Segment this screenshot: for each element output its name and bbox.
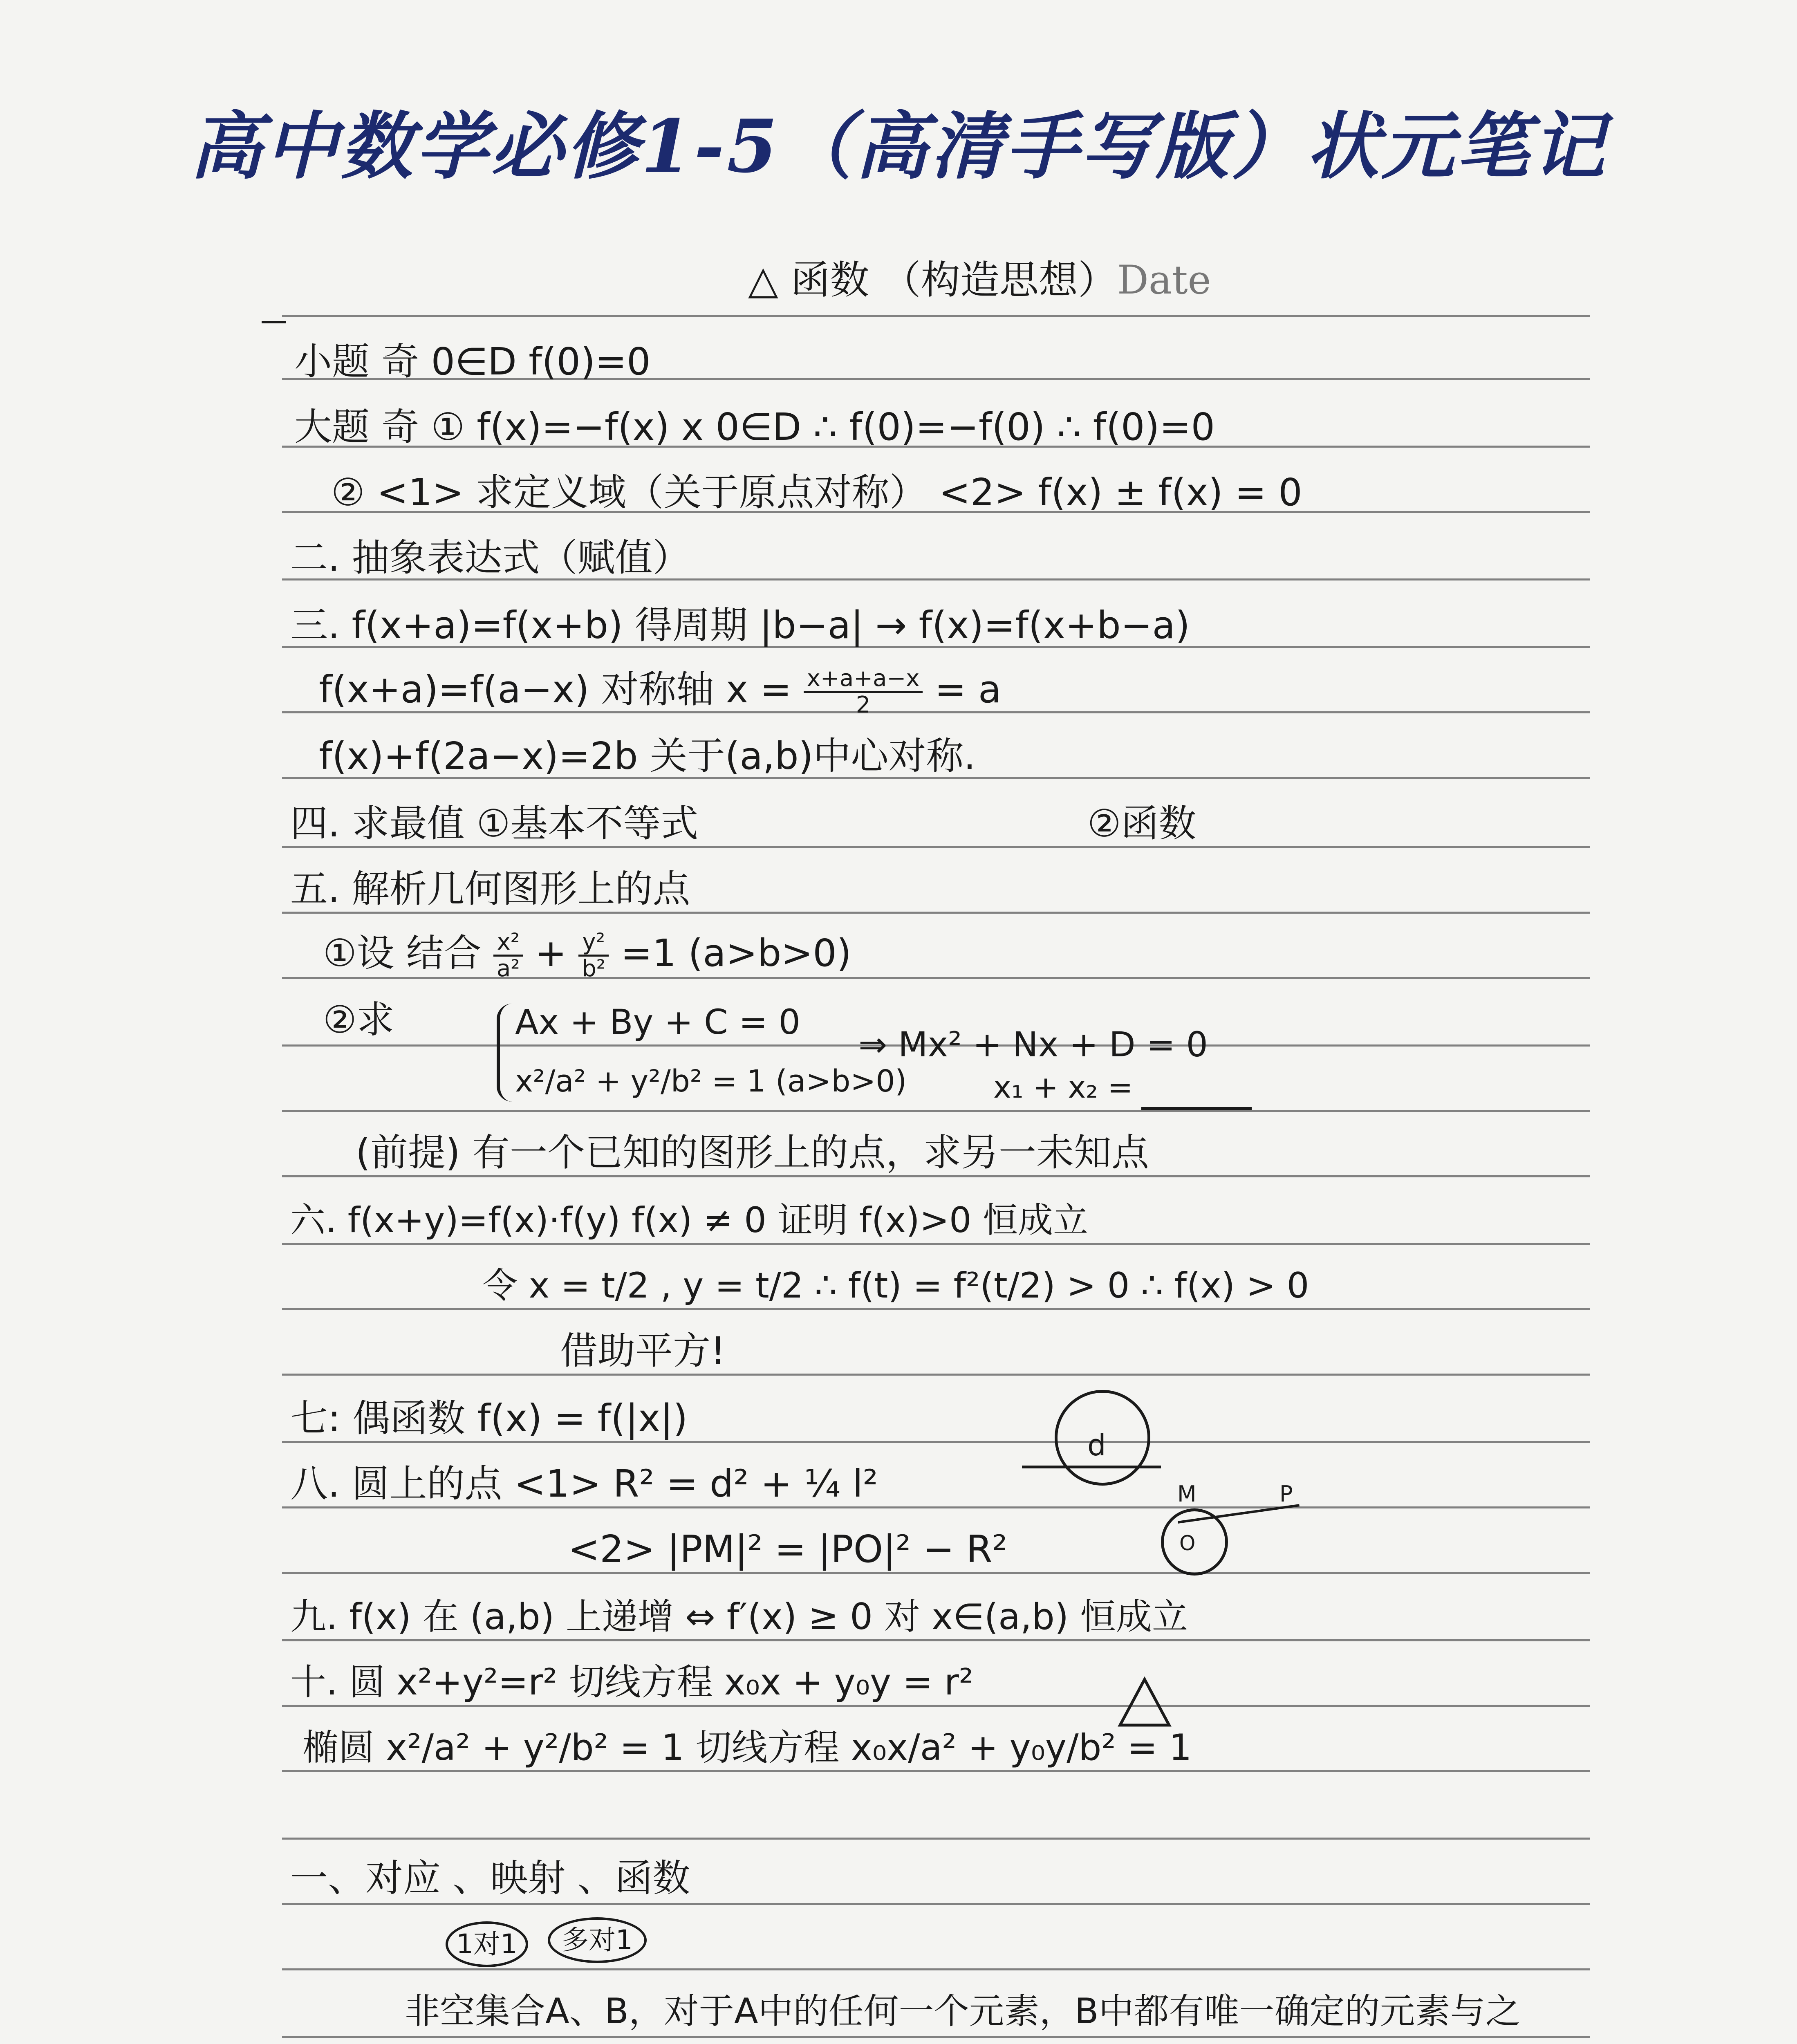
figure-label-m: M — [1177, 1481, 1197, 1507]
symmetry-axis-text: f(x+a)=f(a−x) 对称轴 x = — [319, 667, 792, 711]
note-line: 八. 圆上的点 <1> R² = d² + ¼ l² — [290, 1462, 878, 1506]
one-to-one-tag: 1对1 — [446, 1921, 528, 1967]
rule-line — [282, 1838, 1590, 1840]
figure-label-d: d — [1087, 1428, 1106, 1462]
note-line: 五. 解析几何图形上的点 — [290, 867, 690, 911]
header-topic: △ 函数 （构造思想） — [748, 257, 1117, 303]
system-result-2 — [993, 1065, 1252, 1110]
note-line: ②函数 — [1087, 802, 1197, 845]
triangle-doodle — [1116, 1676, 1173, 1729]
rule-line — [282, 1175, 1590, 1177]
page-title: 高中数学必修1-5（高清手写版）状元笔记 — [190, 103, 1607, 189]
rule-line — [282, 1441, 1590, 1443]
system-equation-1: Ax + By + C = 0 — [515, 1002, 800, 1042]
system-result-1: ⇒ Mx² + Nx + D = 0 — [858, 1024, 1208, 1065]
equation-system-brace — [497, 1004, 512, 1102]
rule-line — [282, 1308, 1590, 1310]
rule-line — [282, 315, 1590, 317]
figure-label-o: O — [1179, 1531, 1196, 1555]
fraction-numerator: x² — [493, 930, 523, 957]
fraction — [578, 930, 609, 981]
plus-sign: + — [535, 931, 567, 975]
rule-line — [282, 1705, 1590, 1707]
note-line: 非空集合A、B，对于A中的任何一个元素，B中都有唯一确定的元素与之 — [405, 1991, 1521, 2032]
note-line: f(x)+f(2a−x)=2b 关于(a,b)中心对称. — [319, 734, 976, 778]
ellipse-condition: =1 (a>b>0) — [621, 931, 851, 975]
date-label: Date — [1117, 257, 1211, 303]
note-line: 六. f(x+y)=f(x)·f(y) f(x) ≠ 0 证明 f(x)>0 恒成立 — [290, 1200, 1088, 1241]
note-line: ② <1> 求定义域（关于原点对称） <2> f(x) ± f(x) = 0 — [331, 471, 1302, 514]
rule-line — [282, 1243, 1590, 1245]
note-line: <2> |PM|² = |PO|² − R² — [568, 1527, 1008, 1571]
note-line: (前提) 有一个已知的图形上的点，求另一未知点 — [356, 1131, 1149, 1174]
note-line: 九. f(x) 在 (a,b) 上递增 ⇔ f′(x) ≥ 0 对 x∈(a,b) 恒成立 — [290, 1596, 1188, 1638]
system-equation-2: x²/a² + y²/b² = 1 (a>b>0) — [515, 1064, 907, 1099]
note-line: 三. f(x+a)=f(x+b) 得周期 |b−a| → f(x)=f(x+b−a) — [290, 603, 1190, 647]
rule-line — [282, 1639, 1590, 1641]
fraction — [493, 930, 523, 981]
note-line: 借助平方! — [560, 1329, 726, 1373]
rule-line — [282, 1903, 1590, 1905]
fraction-numerator: x+a+a−x — [804, 666, 923, 693]
rule-line — [282, 846, 1590, 848]
rule-line — [282, 1770, 1590, 1772]
fraction-denominator: a² — [496, 955, 520, 982]
rule-line — [282, 1572, 1590, 1574]
note-line: 大题 奇 ① f(x)=−f(x) x 0∈D ∴ f(0)=−f(0) ∴ f(0)=0 — [294, 405, 1215, 449]
fraction-denominator: b² — [582, 955, 606, 982]
note-line: 椭圆 x²/a² + y²/b² = 1 切线方程 x₀x/a² + y₀y/b² = 1 — [302, 1726, 1192, 1768]
section-header — [748, 258, 1211, 303]
root-sum-label: x₁ + x₂ = — [993, 1070, 1133, 1105]
symmetry-axis-result: = a — [934, 667, 1002, 711]
answer-blank — [1141, 1107, 1252, 1110]
fraction-numerator: y² — [578, 930, 609, 957]
many-to-one-tag: 多对1 — [548, 1917, 647, 1963]
figure-label-p: P — [1279, 1481, 1293, 1507]
note-line: 令 x = t/2 , y = t/2 ∴ f(t) = f²(t/2) > 0 ∴ f(x) > 0 — [482, 1265, 1309, 1306]
note-line: ②求 — [323, 998, 394, 1042]
note-line-symmetry-axis — [319, 666, 1001, 717]
rule-line — [282, 1110, 1590, 1112]
note-line: 一、对应 、映射 、函数 — [290, 1856, 690, 1900]
note-line: 七: 偶函数 f(x) = f(|x|) — [290, 1396, 688, 1440]
rule-line — [282, 2036, 1590, 2038]
note-line: 小题 奇 0∈D f(0)=0 — [294, 340, 651, 383]
ellipse-setup-text: ①设 结合 — [323, 931, 482, 975]
rule-line — [282, 1374, 1590, 1376]
note-line-ellipse — [323, 930, 851, 981]
rule-line — [282, 912, 1590, 914]
fraction-denominator: 2 — [856, 692, 871, 718]
note-line: 四. 求最值 ①基本不等式 — [290, 802, 699, 845]
fraction — [804, 666, 923, 717]
margin-dash — [262, 321, 286, 323]
rule-line — [282, 1968, 1590, 1970]
note-line: 二. 抽象表达式（赋值） — [290, 536, 690, 580]
rule-line — [282, 1506, 1590, 1508]
note-line: 十. 圆 x²+y²=r² 切线方程 x₀x + y₀y = r² — [290, 1661, 974, 1703]
